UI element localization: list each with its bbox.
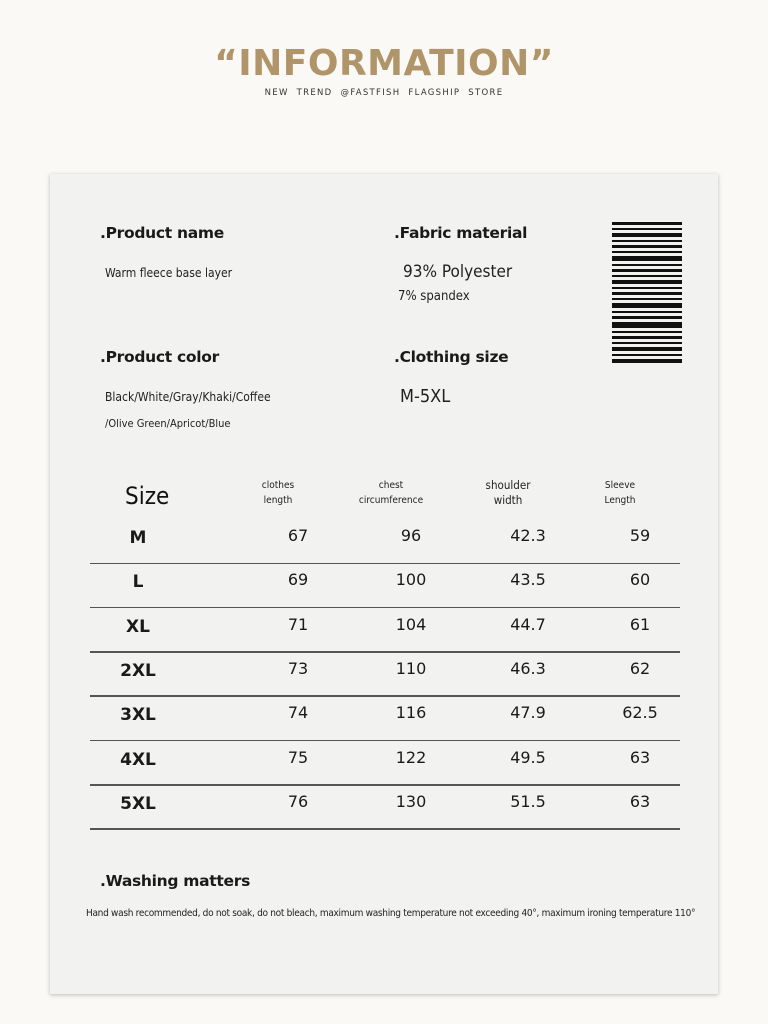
fabric-line-2: 7% spandex <box>398 289 470 304</box>
size-cell: XL <box>126 616 150 637</box>
page-title: “INFORMATION” <box>214 43 554 84</box>
measurement-cell: 116 <box>395 703 427 723</box>
product-name-value: Warm fleece base layer <box>105 266 233 280</box>
clothing-size-value: M-5XL <box>400 386 451 407</box>
table-row <box>90 609 680 653</box>
product-color-heading: .Product color <box>100 348 219 366</box>
size-cell: 4XL <box>120 749 156 770</box>
table-row <box>90 742 680 786</box>
table-row <box>90 520 680 564</box>
measurement-cell: 69 <box>287 570 309 590</box>
product-name-heading: .Product name <box>100 224 224 242</box>
measurement-cell: 67 <box>287 526 309 545</box>
size-cell: 2XL <box>120 660 156 681</box>
product-color-line-1: Black/White/Gray/Khaki/Coffee <box>105 390 271 404</box>
measurement-cell: 47.9 <box>510 703 546 723</box>
size-cell: L <box>132 572 144 593</box>
measurement-cell: 74 <box>287 703 309 723</box>
table-row <box>90 564 680 608</box>
washing-heading: .Washing matters <box>100 872 251 890</box>
measurement-cell: 100 <box>395 570 427 590</box>
measurement-cell: 61 <box>629 614 651 634</box>
measurement-cell: 75 <box>287 747 309 767</box>
measurement-cell: 76 <box>287 791 309 811</box>
barcode-icon <box>612 222 682 366</box>
measurement-cell: 42.3 <box>510 526 546 545</box>
measurement-cell: 110 <box>395 658 427 678</box>
size-cell: 5XL <box>120 793 156 814</box>
measurement-cell: 44.7 <box>510 614 546 634</box>
product-color-line-2: /Olive Green/Apricot/Blue <box>105 417 231 430</box>
measurement-cell: 62 <box>629 658 651 678</box>
table-header-3: shoulder width <box>485 478 531 507</box>
row-divider <box>90 828 680 830</box>
measurement-cell: 96 <box>400 526 422 545</box>
clothing-size-heading: .Clothing size <box>394 348 509 366</box>
table-row <box>90 653 680 697</box>
measurement-cell: 122 <box>395 747 427 767</box>
table-header-2: chest circumference <box>358 480 424 506</box>
page-header <box>0 40 768 98</box>
store-subtitle: NEW TREND @FASTFISH FLAGSHIP STORE <box>264 88 504 98</box>
measurement-cell: 71 <box>287 614 309 634</box>
measurement-cell: 73 <box>287 658 309 678</box>
measurement-cell: 46.3 <box>510 658 546 678</box>
washing-note: Hand wash recommended, do not soak, do not bleach, maximum washing temperature not exceeding 40°, maximum ironing temperature 110° <box>86 908 696 919</box>
fabric-line-1: 93% Polyester <box>403 262 513 282</box>
measurement-cell: 130 <box>395 791 427 811</box>
measurement-cell: 63 <box>629 791 651 811</box>
table-header-4: Sleeve Length <box>604 480 636 506</box>
measurement-cell: 43.5 <box>510 570 546 590</box>
size-cell: 3XL <box>120 705 156 726</box>
info-card <box>50 174 718 994</box>
measurement-cell: 51.5 <box>510 791 546 811</box>
measurement-cell: 63 <box>629 747 651 767</box>
measurement-cell: 104 <box>395 614 427 634</box>
table-row <box>90 786 680 830</box>
measurement-cell: 62.5 <box>622 703 658 723</box>
measurement-cell: 49.5 <box>510 747 546 767</box>
measurement-cell: 59 <box>629 526 651 545</box>
fabric-heading: .Fabric material <box>394 224 528 242</box>
measurement-cell: 60 <box>629 570 651 590</box>
table-header-1: clothes length <box>261 480 295 506</box>
size-cell: M <box>129 528 147 548</box>
size-column-label: Size <box>125 482 170 510</box>
table-row <box>90 697 680 741</box>
